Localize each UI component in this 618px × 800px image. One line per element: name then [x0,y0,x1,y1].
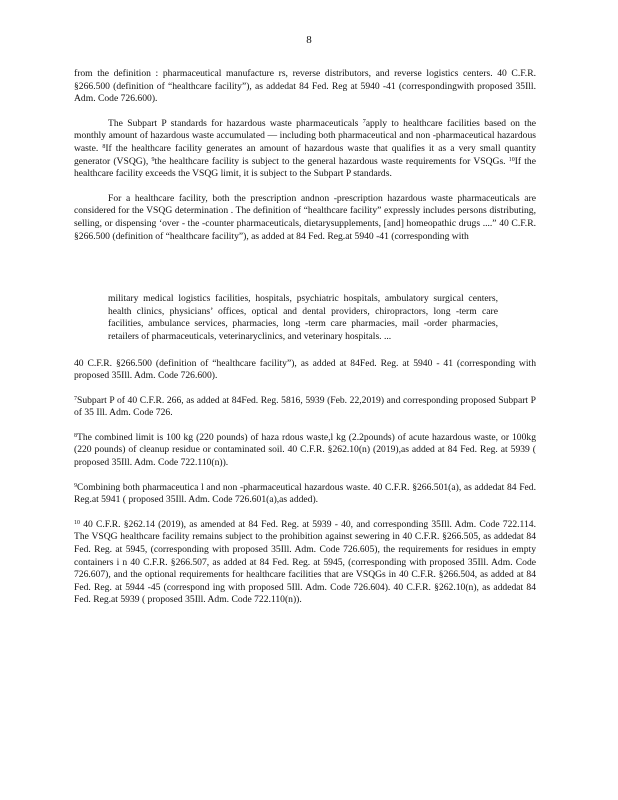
paragraph-text: If the healthcare facility generates an amount of hazardous waste that qualifies it as a very small quantity generator (VSQG), [74,142,536,167]
footnote-text: The combined limit is 100 kg (220 pounds) of haza rdous waste,l kg (2.2pounds) of acute hazardous waste, or 100kg (220 pounds) of cleanup residue or contaminated soil. 40 C.F.R. §262.10(n) (2019),as added at 84 Fed. Reg. at 5939 ( proposed 35Ill. Adm. Code 722.110(n)). [74,431,536,469]
footnote-mark: 8 [74,432,77,439]
paragraph-healthcare-facility: For a healthcare facility, both the prescription andnon -prescription hazardous waste pharmaceuticals are considered for the VSQG determination . The definition of “healthcare facility” expressly includes persons distributing, selling, or dispensing ‘over - the -counter pharmaceuticals, dietarysupplements, [and] homeopathic drugs ....” 40 C.F.R. §266.500 (definition of “healthcare facility”), as added at 84 Fed. Reg.at 5940 -41 (corresponding with [74,192,536,242]
page-body [74,68,536,607]
footnote-10 [74,519,536,607]
footnote-9 [74,482,536,507]
footnote-mark: 10 [74,519,80,526]
footnote-8 [74,432,536,470]
footnote-mark: 7 [74,395,77,402]
footnote-mark: 9 [74,482,77,489]
paragraph-continuation: from the definition : pharmaceutical manufacture rs, reverse distributors, and reverse logistics centers. 40 C.F.R. §266.500 (definition of “healthcare facility”), as addedat 84 Fed. Reg at 5940 -41 (correspondingwith proposed 35Ill. Adm. Code 726.600). [74,68,536,105]
paragraph-citation: 40 C.F.R. §266.500 (definition of “healthcare facility”), as added at 84Fed. Reg. at 5940 - 41 (corresponding with proposed 35Ill. Adm. Code 726.600). [74,357,536,382]
footnote-ref-8: 8 [102,143,106,150]
block-quote: military medical logistics facilities, hospitals, psychiatric hospitals, ambulatory surgical centers, health clinics, physicians’ offices, optical and dental providers, chiropractors, long -term care facilities, ambulance services, pharmacies, long -term care pharmacies, mail -order pharmacies, retailers of pharmaceuticals, veterinaryclinics, and veterinary hospitals. ... [108,293,498,342]
paragraph-subpart-p-standards [74,118,536,181]
footnote-text: Combining both pharmaceutica l and non -pharmaceutical hazardous waste. 40 C.F.R. §266.501(a), as addedat 84 Fed. Reg.at 5941 ( proposed 35Ill. Adm. Code 726.601(a),as added). [74,481,536,506]
paragraph-text: The Subpart P standards for hazardous waste pharmaceuticals [108,117,359,129]
footnote-ref-10: 10 [508,156,515,163]
footnote-7 [74,395,536,420]
footnote-text: 40 C.F.R. §262.14 (2019), as amended at 84 Fed. Reg. at 5939 - 40, and corresponding 35Ill. Adm. Code 722.114. The VSQG healthcare facility remains subject to the prohibition against sewering in 40 C.F.R. §266.505, as addedat 84 Fed. Reg. at 5945, (corresponding with proposed 35Ill. Adm. Code 726.605), the requirements for residues in empty containers i n 40 C.F.R. §266.507, as added at 84 Fed. Reg. at 5945, (corresponding with proposed 35Ill. Adm. Code 726.607), and the optional requirements for healthcare facilities that are VSQGs in 40 C.F.R. §266.504, as added at 84 Fed. Reg. at 5944 -45 (correspond ing with proposed 5Ill. Adm. Code 726.604). 40 C.F.R. §262.10(n), as addedat 84 Fed. Reg.at 5939 ( proposed 35Ill. Adm. Code 722.110(n)). [74,518,536,606]
paragraph-text: If the healthcare facility exceeds the VSQG limit, it is subject to the Subpart P standards. [74,155,536,180]
page-number: 8 [306,34,312,46]
footnote-ref-7: 7 [362,118,366,125]
footnote-text: Subpart P of 40 C.F.R. 266, as added at 84Fed. Reg. 5816, 5939 (Feb. 22,2019) and corresponding proposed Subpart P of 35 Ill. Adm. Code 726. [74,394,536,419]
paragraph-text: the healthcare facility is subject to the general hazardous waste requirements for VSQGs. [154,155,506,167]
footnote-ref-9: 9 [151,156,155,163]
paragraph-text: apply to healthcare facilities based on the monthly amount of hazardous waste accumulated — including both pharmaceutical and non -pharmaceutical hazardous waste. [74,117,537,154]
